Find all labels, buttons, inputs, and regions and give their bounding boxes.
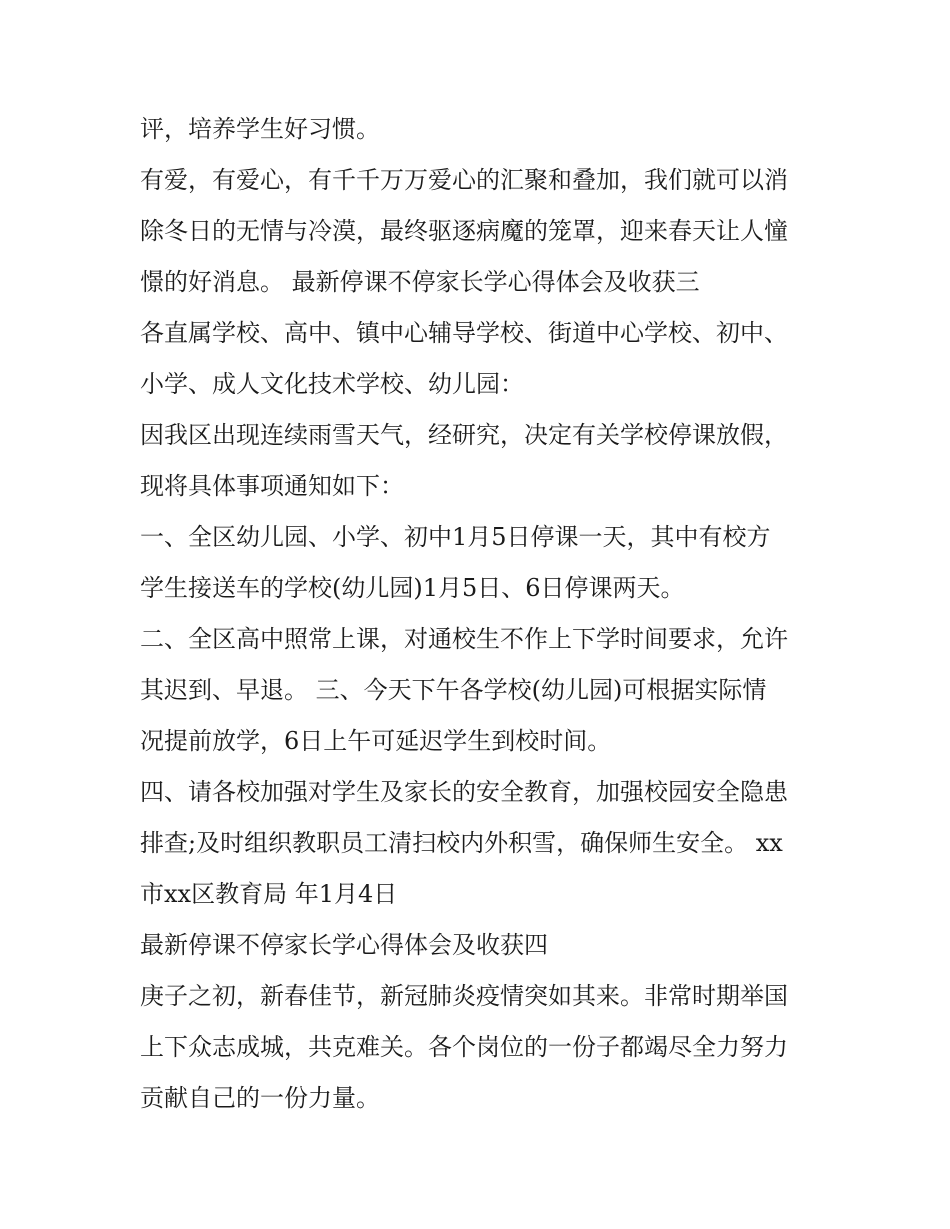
- text-line: 况提前放学，6日上午可延迟学生到校时间。: [140, 727, 612, 755]
- text-line: 有爱，有爱心，有千千万万爱心的汇聚和叠加，我们就可以消: [140, 166, 788, 194]
- text-line: 排查;及时组织教职员工清扫校内外积雪，确保师生安全。 xx: [140, 829, 783, 857]
- text-line: 市xx区教育局 年1月4日: [140, 880, 398, 908]
- text-line: 学生接送车的学校(幼儿园)1月5日、6日停课两天。: [140, 574, 685, 602]
- text-line: 贡献自己的一份力量。: [140, 1084, 380, 1112]
- text-line: 四、请各校加强对学生及家长的安全教育，加强校园安全隐患: [140, 778, 788, 806]
- text-line: 其迟到、早退。 三、今天下午各学校(幼儿园)可根据实际情: [140, 676, 767, 704]
- text-line: 憬的好消息。 最新停课不停家长学心得体会及收获三: [140, 268, 700, 296]
- text-line: 评，培养学生好习惯。: [140, 115, 380, 143]
- section-heading: 最新停课不停家长学心得体会及收获四: [140, 931, 548, 959]
- text-line: 上下众志成城，共克难关。各个岗位的一份子都竭尽全力努力: [140, 1033, 788, 1061]
- text-line: 一、全区幼儿园、小学、初中1月5日停课一天，其中有校方: [140, 523, 771, 551]
- document-body: [140, 104, 820, 1124]
- text-line: 各直属学校、高中、镇中心辅导学校、街道中心学校、初中、: [140, 319, 788, 347]
- text-line: 小学、成人文化技术学校、幼儿园：: [140, 370, 524, 398]
- text-line: 因我区出现连续雨雪天气，经研究，决定有关学校停课放假，: [140, 421, 788, 449]
- text-line: 庚子之初，新春佳节，新冠肺炎疫情突如其来。非常时期举国: [140, 982, 788, 1010]
- text-line: 除冬日的无情与冷漠，最终驱逐病魔的笼罩，迎来春天让人憧: [140, 217, 788, 245]
- text-line: 现将具体事项通知如下：: [140, 472, 404, 500]
- text-line: 二、全区高中照常上课，对通校生不作上下学时间要求，允许: [140, 625, 788, 653]
